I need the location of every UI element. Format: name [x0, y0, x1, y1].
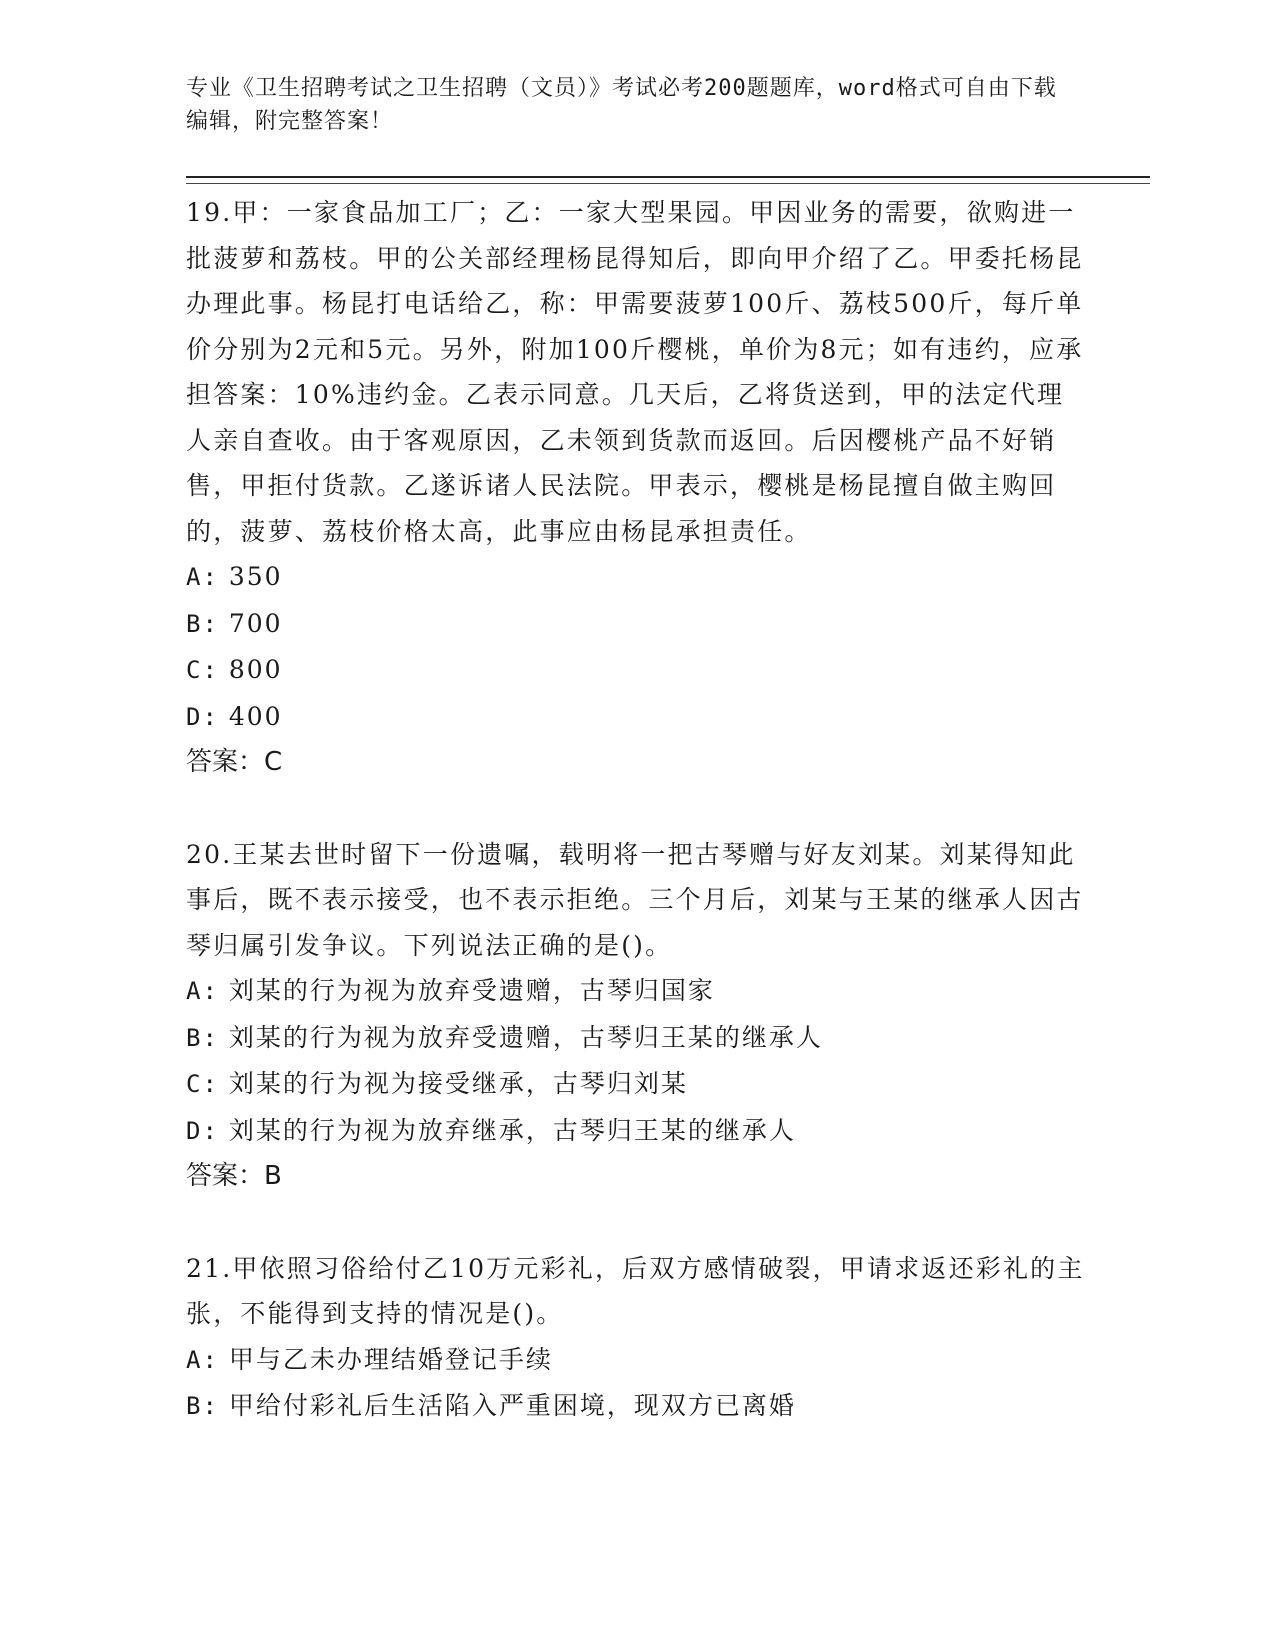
question-text: 21.甲依照习俗给付乙10万元彩礼，后双方感情破裂，甲请求返还彩礼的主张，不能得到支持的情况是()。 [186, 1253, 1085, 1328]
option-c [186, 1061, 1086, 1108]
option-label: C: [186, 1070, 219, 1098]
option-a [186, 554, 1086, 601]
option-b [186, 1383, 1086, 1430]
option-text: 刘某的行为视为放弃受遗赠，古琴归王某的继承人 [228, 1022, 823, 1052]
option-text: 甲与乙未办理结婚登记手续 [228, 1344, 553, 1374]
option-b [186, 601, 1086, 648]
option-text: 刘某的行为视为接受继承，古琴归刘某 [228, 1069, 688, 1098]
option-text: 350 [228, 562, 283, 591]
option-label: B: [186, 609, 219, 638]
question-21 [186, 1246, 1086, 1430]
answer-line: 答案：B [186, 1161, 282, 1191]
document-header: 专业《卫生招聘考试之卫生招聘（文员）》考试必考200题题库，word格式可自由下载编辑，附完整答案！ [186, 76, 1057, 134]
question-text: 19.甲：一家食品加工厂；乙：一家大型果园。甲因业务的需要，欲购进一批菠萝和荔枝。甲的公关部经理杨昆得知后，即向甲介绍了乙。甲委托杨昆办理此事。杨昆打电话给乙，称：甲需要菠萝100斤、荔枝500斤，每斤单价分别为2元和5元。另外，附加100斤樱桃，单价为8元；如有违约，应承担答案：10%违约金。乙表示同意。几天后，乙将货送到，甲的法定代理人亲自查收。由于客观原因，乙未领到货款而返回。后因樱桃产品不好销售，甲拒付货款。乙遂诉诸人民法院。甲表示，樱桃是杨昆擅自做主购回的，菠萝、荔枝价格太高，此事应由杨昆承担责任。 [186, 198, 1084, 546]
option-d [186, 1108, 1086, 1155]
answer-line: 答案：C [186, 747, 283, 777]
option-text: 甲给付彩礼后生活陷入严重困境，现双方已离婚 [228, 1391, 796, 1420]
question-list [186, 190, 1086, 1476]
question-20 [186, 832, 1086, 1200]
option-label: A: [186, 977, 219, 1005]
question-text: 20.王某去世时留下一份遗嘱，载明将一把古琴赠与好友刘某。刘某得知此事后，既不表示接受，也不表示拒绝。三个月后，刘某与王某的继承人因古琴归属引发争议。下列说法正确的是()。 [186, 839, 1084, 960]
header-rule-thick [186, 176, 1150, 178]
question-19 [186, 190, 1086, 786]
option-label: D: [186, 702, 219, 731]
header-rule-thin [186, 183, 1150, 184]
option-label: B: [186, 1023, 219, 1052]
option-b [186, 1015, 1086, 1062]
option-text: 800 [228, 655, 283, 684]
option-label: C: [186, 656, 219, 684]
option-text: 400 [228, 701, 283, 731]
option-text: 700 [228, 608, 283, 638]
option-label: B: [186, 1392, 219, 1420]
option-c [186, 647, 1086, 694]
option-a [186, 968, 1086, 1015]
option-a [186, 1337, 1086, 1384]
option-text: 刘某的行为视为放弃受遗赠，古琴归国家 [228, 976, 715, 1005]
option-label: D: [186, 1116, 219, 1145]
option-label: A: [186, 563, 219, 591]
option-label: A: [186, 1345, 219, 1374]
option-d [186, 694, 1086, 741]
option-text: 刘某的行为视为放弃继承，古琴归王某的继承人 [228, 1115, 796, 1145]
